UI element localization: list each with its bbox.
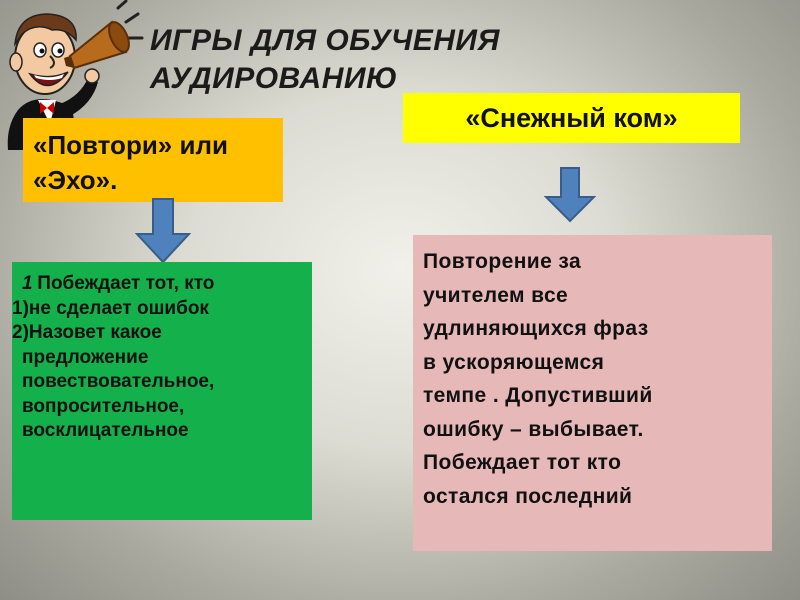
- echo-game-title-line-1: «Повтори» или: [33, 130, 228, 160]
- description-line: Повторение за: [423, 250, 582, 273]
- rule-continuation: повествовательное,: [22, 371, 215, 392]
- slide-title: [150, 22, 670, 98]
- rule-marker: 2): [12, 322, 29, 343]
- description-line: темпе . Допустивший: [423, 384, 653, 407]
- echo-game-title: [23, 118, 283, 202]
- rule-marker: 1): [12, 297, 29, 319]
- description-line: учителем все: [423, 283, 569, 307]
- description-line: Побеждает тот кто: [423, 451, 622, 474]
- echo-game-rules: [12, 262, 312, 520]
- rules-heading: [12, 272, 308, 297]
- description-line: в ускоряющемся: [423, 350, 605, 374]
- rule-continuation: предложение: [22, 346, 149, 368]
- rule-text: не сделает ошибок: [28, 297, 209, 319]
- description-line: ошибку – выбывает.: [423, 417, 644, 441]
- rule-item: [12, 321, 308, 346]
- slide-title-line-2: АУДИРОВАНИЮ: [150, 62, 398, 95]
- rules-heading-text: Побеждает тот, кто: [37, 273, 215, 294]
- snowball-game-title: «Снежный ком»: [403, 93, 740, 143]
- arrow-down-icon: [544, 167, 596, 223]
- arrow-down-icon: [135, 198, 191, 264]
- description-line: удлиняющихся фраз: [423, 317, 649, 340]
- rule-number: 1: [22, 273, 33, 294]
- rule-continuation: вопросительное,: [22, 395, 185, 417]
- description-line: остался последний: [423, 484, 633, 508]
- slide-title-line-1: ИГРЫ ДЛЯ ОБУЧЕНИЯ: [150, 24, 500, 57]
- rule-text: Назовет какое: [28, 322, 162, 343]
- echo-game-title-line-2: «Эхо».: [33, 165, 118, 195]
- snowball-game-description: [413, 235, 772, 551]
- rule-item: [12, 297, 308, 322]
- rule-continuation: восклицательное: [22, 420, 189, 441]
